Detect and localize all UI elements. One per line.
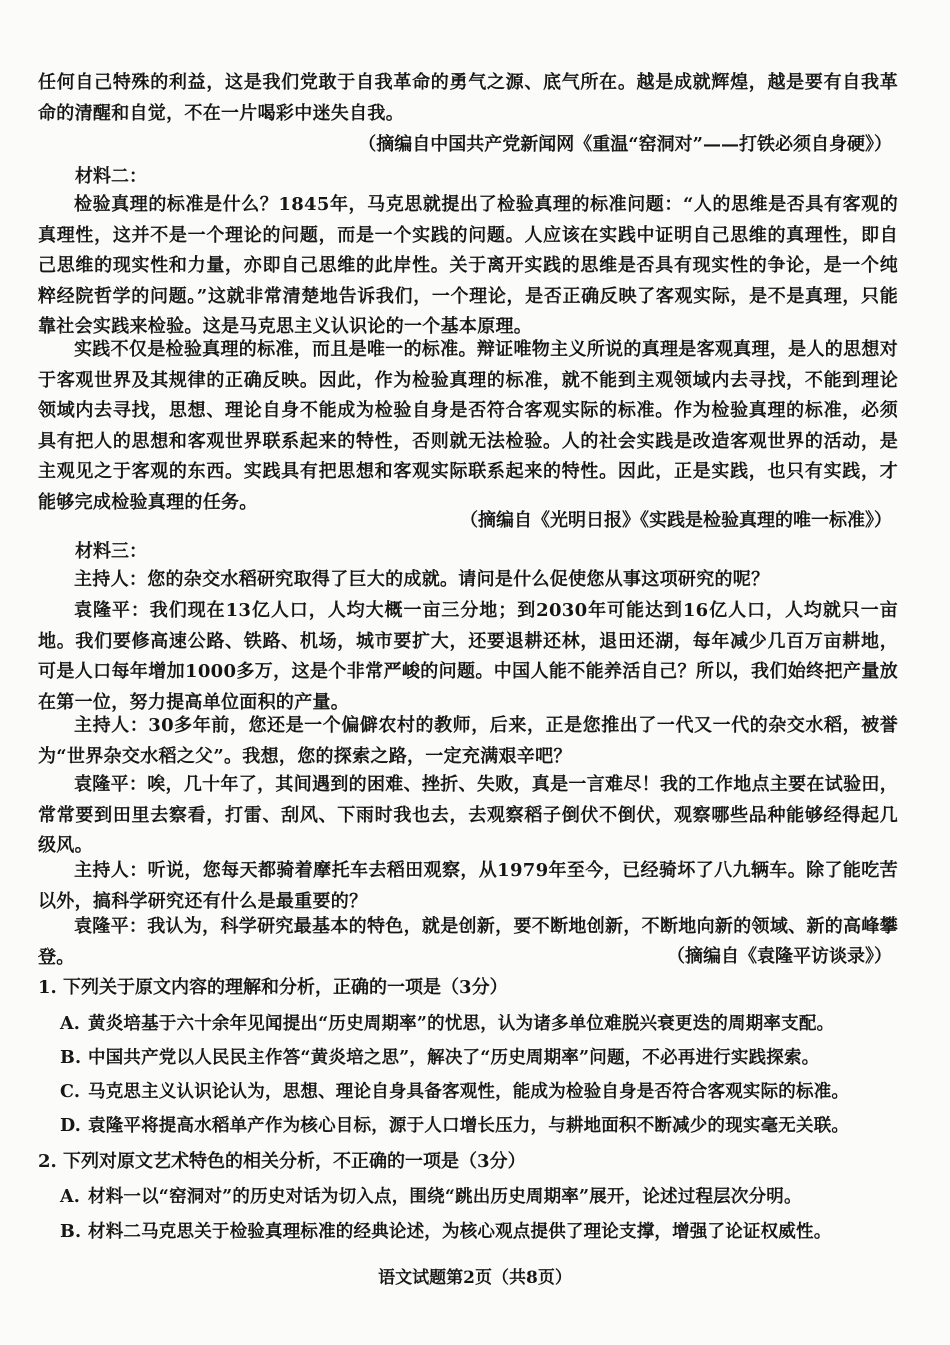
dialogue-yuan-2: 袁隆平：唉，几十年了，其间遇到的困难、挫折、失败，真是一言难尽！我的工作地点主要在试验田，常常要到田里去察看，打雷、刮风、下雨时我也去，去观察稻子倒伏不倒伏，观察哪些品种能够经得起几级风。	[38, 774, 898, 856]
q1-option-b[interactable]	[60, 1044, 819, 1069]
material1-tail: 任何自己特殊的利益，这是我们党敢于自我革命的勇气之源、底气所在。越是成就辉煌，越是要有自我革命的清醒和自觉，不在一片喝彩中迷失自我。	[38, 72, 898, 124]
option-letter: B.	[60, 1048, 82, 1068]
material1-source: （摘编自中国共产党新闻网《重温“窑洞对”——打铁必须自身硬》）	[358, 134, 892, 155]
question-1-stem: 1. 下列关于原文内容的理解和分析，正确的一项是（3分）	[38, 977, 508, 998]
dialogue-host-1: 主持人：您的杂交水稻研究取得了巨大的成就。请问是什么促使您从事这项研究的呢？	[74, 569, 770, 590]
material3-source: （摘编自《袁隆平访谈录》）	[667, 946, 892, 967]
q1-option-a[interactable]	[60, 1010, 834, 1035]
option-letter: C.	[60, 1082, 81, 1102]
dialogue-yuan-1: 袁隆平：我们现在13亿人口，人均大概一亩三分地；到2030年可能达到16亿人口，人均就只一亩地。我们要修高速公路、铁路、机场，城市要扩大，还要退耕还林，退田还湖，每年减少几百万亩耕地，可是人口每年增加1000多万，这是个非常严峻的问题。中国人能不能养活自己？所以，我们始终把产量放在第一位，努力提高单位面积的产量。	[38, 600, 898, 713]
material2-para2: 实践不仅是检验真理的标准，而且是唯一的标准。辩证唯物主义所说的真理是客观真理，是人的思想对于客观世界及其规律的正确反映。因此，作为检验真理的标准，就不能到主观领域内去寻找，不能到理论领域内去寻找，思想、理论自身不能成为检验自身是否符合客观实际的标准。作为检验真理的标准，必须具有把人的思想和客观世界联系起来的特性，否则就无法检验。人的社会实践是改造客观世界的活动，是主观见之于客观的东西。实践具有把思想和客观实际联系起来的特性。因此，正是实践，也只有实践，才能够完成检验真理的任务。	[38, 339, 898, 513]
material2-source: （摘编自《光明日报》《实践是检验真理的唯一标准》）	[460, 510, 892, 531]
material2-heading: 材料二：	[75, 166, 147, 187]
option-text: 中国共产党以人民民主作答“黄炎培之思”，解决了“历史周期率”问题，不必再进行实践探索。	[88, 1048, 820, 1068]
dialogue-yuan-3: 袁隆平：我认为，科学研究最基本的特色，就是创新，要不断地创新，不断地向新的领域、新的高峰攀登。	[38, 916, 898, 968]
option-letter: A.	[60, 1014, 81, 1034]
q1-option-c[interactable]	[60, 1078, 849, 1103]
option-text: 材料二马克思关于检验真理标准的经典论述，为核心观点提供了理论支撑，增强了论证权威性。	[88, 1222, 832, 1242]
page-footer: 语文试题第2页（共8页）	[378, 1268, 572, 1288]
option-text: 袁隆平将提高水稻单产作为核心目标，源于人口增长压力，与耕地面积不断减少的现实毫无关联。	[88, 1116, 850, 1136]
q2-option-b[interactable]	[60, 1218, 831, 1243]
option-letter: B.	[60, 1222, 82, 1242]
option-text: 马克思主义认识论认为，思想、理论自身具备客观性，能成为检验自身是否符合客观实际的标准。	[88, 1082, 850, 1102]
option-text: 黄炎培基于六十余年见闻提出“历史周期率”的忧思，认为诸多单位难脱兴衰更迭的周期率支配。	[88, 1014, 835, 1034]
q1-option-d[interactable]	[60, 1112, 849, 1137]
material2-para1: 检验真理的标准是什么？1845年，马克思就提出了检验真理的标准问题：“人的思维是否具有客观的真理性，这并不是一个理论的问题，而是一个实践的问题。人应该在实践中证明自己思维的真理性，即自己思维的现实性和力量，亦即自己思维的此岸性。关于离开实践的思维是否具有现实性的争论，是一个纯粹经院哲学的问题。”这就非常清楚地告诉我们，一个理论，是否正确反映了客观实际，是不是真理，只能靠社会实践来检验。这是马克思主义认识论的一个基本原理。	[38, 194, 898, 337]
q2-option-a[interactable]	[60, 1183, 802, 1208]
option-text: 材料一以“窑洞对”的历史对话为切入点，围绕“跳出历史周期率”展开，论述过程层次分明。	[88, 1187, 802, 1207]
dialogue-host-3: 主持人：听说，您每天都骑着摩托车去稻田观察，从1979年至今，已经骑坏了八九辆车。除了能吃苦以外，搞科学研究还有什么是最重要的？	[38, 860, 898, 912]
option-letter: A.	[60, 1187, 81, 1207]
option-letter: D.	[60, 1116, 82, 1136]
question-2-stem: 2. 下列对原文艺术特色的相关分析，不正确的一项是（3分）	[38, 1151, 526, 1172]
material3-heading: 材料三：	[75, 541, 147, 562]
dialogue-host-2: 主持人：30多年前，您还是一个偏僻农村的教师，后来，正是您推出了一代又一代的杂交水稻，被誉为“世界杂交水稻之父”。我想，您的探索之路，一定充满艰辛吧？	[38, 715, 898, 767]
